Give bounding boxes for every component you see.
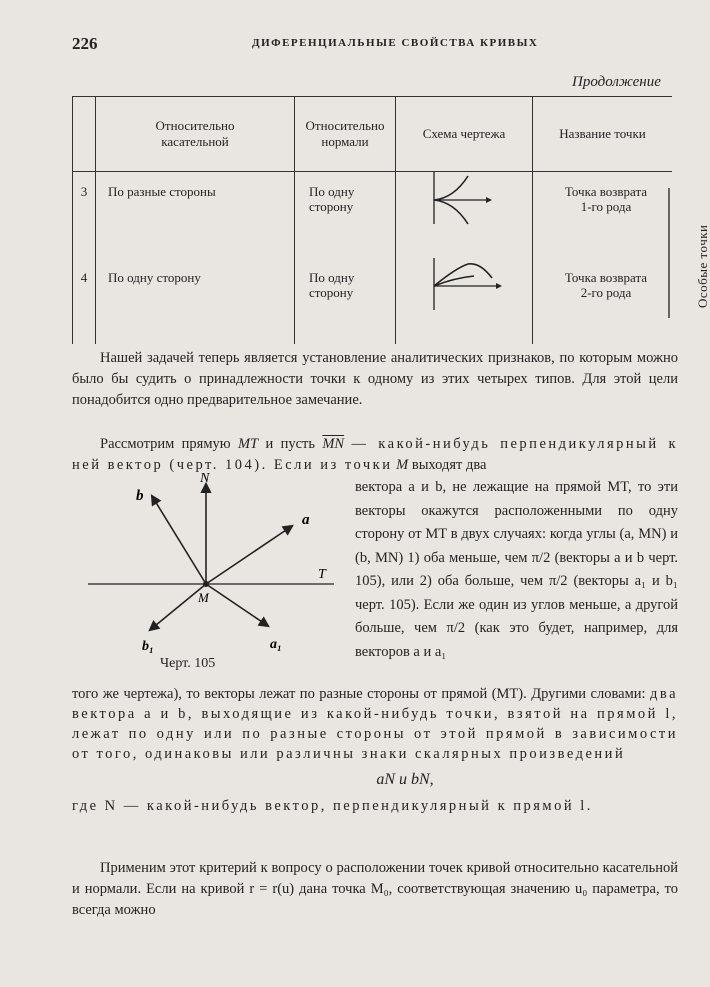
group-label: Особые точки: [695, 223, 710, 308]
col-scheme-header: Схема чертежа: [396, 97, 533, 172]
label-N: N: [200, 471, 210, 486]
figure-caption: Черт. 105: [160, 656, 216, 671]
label-a: a: [302, 512, 310, 528]
label-b1: b₁: [142, 639, 154, 654]
row-normal: По одну сторону: [295, 172, 396, 258]
paragraph-2-continued: того же чертежа), то векторы лежат по разные стороны от прямой (MT). Другими словами: два вектора a и b, выходящие из какой-нибудь точки, взятой на прямой l, лежат по одну или по разные стороны от этой прямой в зависимости от того, одинаковы или различны знаки скалярных произведений aN и bN, где N — какой-нибудь вектор, перпендикулярный к прямой l.: [72, 686, 678, 814]
point-classification-table: [72, 96, 710, 344]
row-tangent: По одну сторону: [96, 258, 295, 344]
point-name: Точка возврата 1-го рода: [564, 184, 648, 214]
group-bracket: [665, 188, 685, 318]
paragraph-1: Нашей задачей теперь является установление аналитических признаков, по которым можно было бы судить о принадлежности точки к одному из этих четырех типов. Для этой цели понадобится одно предварительное замечание.: [72, 350, 678, 408]
table-row: [73, 172, 673, 258]
point-name: Точка возврата 2-го рода: [564, 269, 648, 300]
scheme-cusp-1: [396, 172, 533, 258]
row-number: 4: [73, 258, 96, 344]
col-name-header: Название точки: [533, 97, 673, 172]
label-T: T: [318, 567, 326, 582]
label-a1: a₁: [270, 637, 282, 652]
col-num: [73, 97, 96, 172]
formula: aN и bN,: [376, 771, 434, 788]
cusp-first-kind-diagram: [396, 172, 532, 258]
row-name: [533, 172, 673, 258]
running-title: ДИФЕРЕНЦИАЛЬНЫЕ СВОЙСТВА КРИВЫХ: [252, 37, 539, 49]
col-normal-header: Относительно нормали: [295, 97, 396, 172]
page-number: 226: [72, 34, 98, 53]
label-b: b: [136, 488, 144, 504]
row-tangent: По разные стороны: [96, 172, 295, 258]
paragraph-2: Рассмотрим прямую MT и пусть $\overline{MN}$ — какой-нибудь перпендикулярный к ней вектор (черт. 104). Если из точки M выходят два: [72, 436, 679, 473]
row-name: [533, 223, 710, 344]
col-tangent-header: Относительно касательной: [96, 97, 295, 172]
scheme-cusp-2: [396, 258, 533, 344]
where-line: где N — какой-нибудь вектор, перпендикулярный к прямой l.: [72, 798, 593, 814]
cusp-second-kind-diagram: [396, 258, 532, 344]
label-M: M: [198, 590, 209, 605]
row-number: 3: [73, 172, 96, 258]
table-continued-label: Продолжение: [572, 74, 661, 90]
table-row: [73, 258, 673, 344]
paragraph-2-right-column: вектора a и b, не лежащие на прямой MT, то эти векторы окажутся расположенными по одну сторону от MT в двух случаях: когда углы (a, MN) и (b, MN) 1) оба меньше, чем π/2 (векторы a и b черт. 105), или 2) оба больше, чем π/2 (векторы a₁ и b₁ черт. 105). Если же один из углов меньше, а другой больше, чем π/2 (как это будет, например, для векторов a и a₁: [355, 479, 678, 660]
paragraph-3: Применим этот критерий к вопросу о расположении точек кривой относительно касательной и нормали. Если на кривой r = r(u) дана точка M₀, соответствующая значению u₀ параметра, то всегда можно: [72, 860, 678, 918]
figure-105: [80, 466, 356, 676]
row-normal: По одну сторону: [295, 258, 396, 344]
